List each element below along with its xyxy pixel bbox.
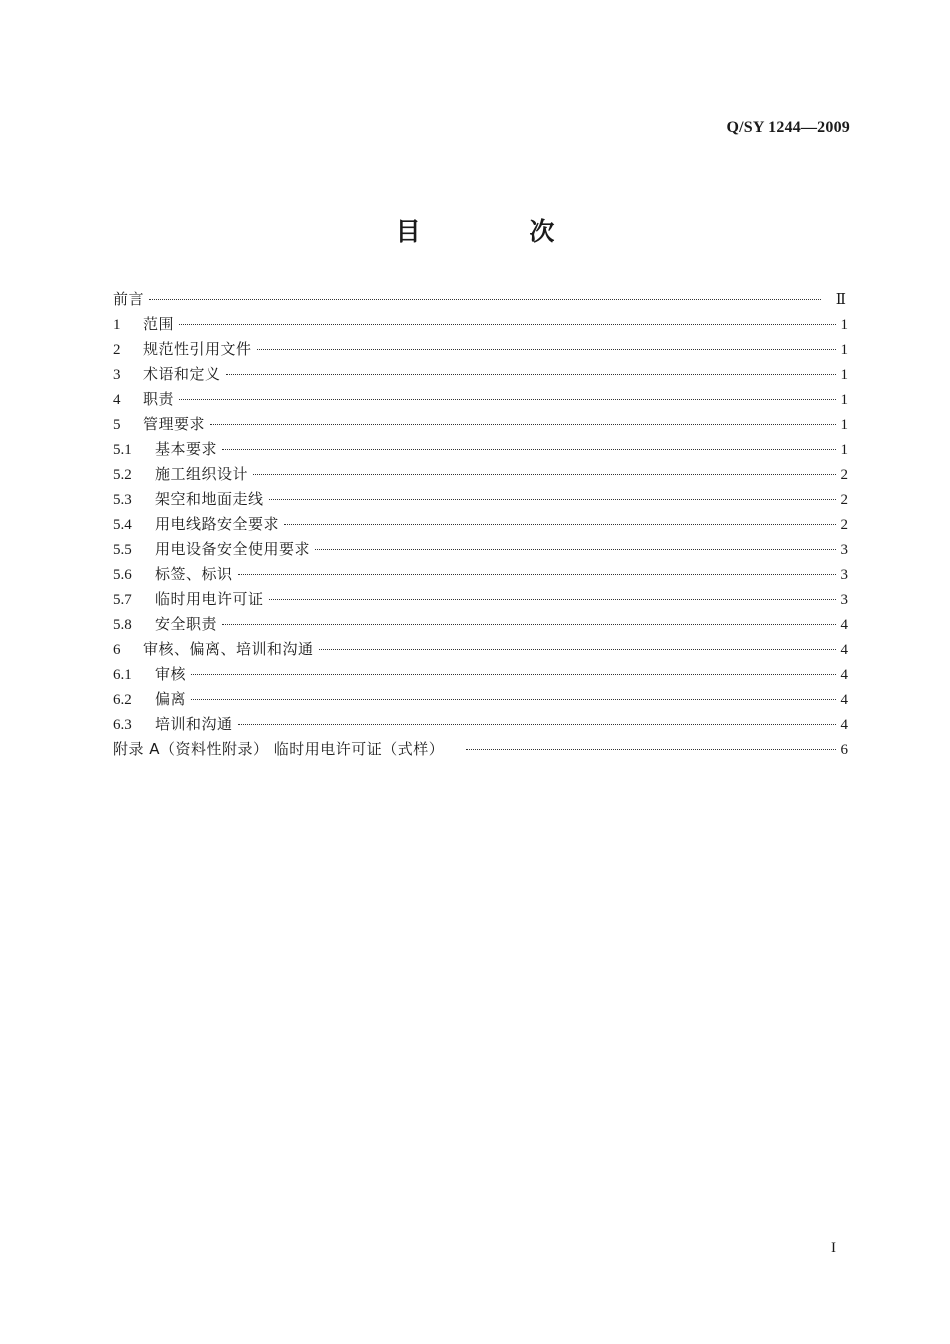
- toc-entry-page: 4: [840, 717, 848, 733]
- toc-entry[interactable]: [113, 312, 848, 337]
- toc-entry-label: 范围: [143, 315, 175, 333]
- toc-entry-number: 5.5: [113, 542, 132, 558]
- toc-entry[interactable]: [113, 637, 848, 662]
- toc-leader-dots: [257, 349, 836, 350]
- toc-leader-dots: [284, 524, 836, 525]
- toc-entry-number: 5.3: [113, 492, 132, 508]
- toc-leader-dots: [315, 549, 836, 550]
- toc-entry-number: 6: [113, 642, 121, 658]
- toc-entry-label: 培训和沟通: [155, 715, 233, 733]
- toc-entry-label: 安全职责: [155, 615, 218, 633]
- toc-entry-page: 2: [840, 517, 848, 533]
- toc-entry[interactable]: [113, 362, 848, 387]
- toc-entry-label: 基本要求: [155, 440, 218, 458]
- page-number: I: [831, 1240, 836, 1256]
- toc-leader-dots: [226, 374, 836, 375]
- toc-entry-page: 2: [840, 492, 848, 508]
- toc-leader-dots: [149, 299, 821, 300]
- toc-entry-page: 4: [840, 617, 848, 633]
- toc-entry-page: 4: [840, 692, 848, 708]
- toc-leader-dots: [238, 574, 836, 575]
- toc-entry-number: 3: [113, 367, 121, 383]
- toc-entry[interactable]: [113, 587, 848, 612]
- toc-entry-page: 4: [840, 642, 848, 658]
- toc-entry[interactable]: [113, 437, 848, 462]
- toc-entry-number: 6.3: [113, 717, 132, 733]
- toc-entry-label: 用电设备安全使用要求: [155, 540, 311, 558]
- toc-entry-number: 6.2: [113, 692, 132, 708]
- toc-entry[interactable]: [113, 612, 848, 637]
- toc-entry-label: 审核: [155, 665, 187, 683]
- toc-entry[interactable]: [113, 512, 848, 537]
- toc-entry-page: 4: [840, 667, 848, 683]
- toc-entry-number: 1: [113, 317, 121, 333]
- toc-entry-label: 规范性引用文件: [143, 340, 252, 358]
- toc-entry-label: 用电线路安全要求: [155, 515, 280, 533]
- toc-entry-number: 5.8: [113, 617, 132, 633]
- toc-entry-number: 6.1: [113, 667, 132, 683]
- toc-entry-number: 5: [113, 417, 121, 433]
- toc-leader-dots: [253, 474, 836, 475]
- toc-leader-dots: [466, 749, 836, 750]
- toc-entry[interactable]: [113, 337, 848, 362]
- toc-entry-page: Ⅱ: [835, 292, 846, 308]
- toc-leader-dots: [179, 399, 836, 400]
- toc-entry[interactable]: [113, 737, 848, 762]
- toc-entry-label: 附录 A（资料性附录） 临时用电许可证（式样）: [113, 740, 445, 758]
- toc-entry-number: 5.4: [113, 517, 132, 533]
- toc-entry-label: 术语和定义: [143, 365, 221, 383]
- toc-entry-number: 4: [113, 392, 121, 408]
- toc-entry[interactable]: [113, 712, 848, 737]
- toc-entry[interactable]: [113, 387, 848, 412]
- toc-entry-page: 3: [840, 542, 848, 558]
- toc-leader-dots: [269, 599, 836, 600]
- toc-entry[interactable]: [113, 537, 848, 562]
- standard-code: Q/SY 1244—2009: [726, 119, 850, 136]
- toc-entry-label: 架空和地面走线: [155, 490, 264, 508]
- toc-entry-page: 3: [840, 592, 848, 608]
- toc-entry-number: 5.7: [113, 592, 132, 608]
- toc-entry[interactable]: [113, 487, 848, 512]
- toc-leader-dots: [222, 624, 836, 625]
- toc-entry-page: 1: [840, 342, 848, 358]
- toc-entry-label: 施工组织设计: [155, 465, 249, 483]
- toc-leader-dots: [179, 324, 836, 325]
- toc-entry[interactable]: [113, 412, 848, 437]
- toc-entry-page: 1: [840, 317, 848, 333]
- toc-entry-label: 管理要求: [143, 415, 206, 433]
- toc-entry[interactable]: [113, 287, 848, 312]
- toc-entry-page: 3: [840, 567, 848, 583]
- toc-leader-dots: [269, 499, 836, 500]
- toc-leader-dots: [222, 449, 836, 450]
- toc-entry-label: 标签、标识: [155, 565, 233, 583]
- toc-entry-page: 1: [840, 442, 848, 458]
- toc-entry-page: 2: [840, 467, 848, 483]
- page-title: 目 次: [395, 217, 605, 246]
- toc-entry-number: 2: [113, 342, 121, 358]
- toc-leader-dots: [191, 699, 836, 700]
- toc-entry-label: 审核、偏离、培训和沟通: [143, 640, 314, 658]
- toc-entry-label: 职责: [143, 390, 175, 408]
- toc-entry-page: 1: [840, 392, 848, 408]
- toc-entry-page: 1: [840, 367, 848, 383]
- toc-leader-dots: [210, 424, 836, 425]
- toc-entry[interactable]: [113, 687, 848, 712]
- toc-entry-label: 偏离: [155, 690, 187, 708]
- toc-entry-number: 5.2: [113, 467, 132, 483]
- toc-entry-number: 5.6: [113, 567, 132, 583]
- table-of-contents: [113, 287, 848, 762]
- toc-leader-dots: [319, 649, 836, 650]
- toc-entry-label: 临时用电许可证: [155, 590, 264, 608]
- toc-entry[interactable]: [113, 462, 848, 487]
- toc-entry-page: 6: [840, 742, 848, 758]
- toc-leader-dots: [238, 724, 836, 725]
- toc-entry[interactable]: [113, 562, 848, 587]
- toc-entry-page: 1: [840, 417, 848, 433]
- toc-leader-dots: [191, 674, 836, 675]
- toc-entry-number: 5.1: [113, 442, 132, 458]
- toc-entry[interactable]: [113, 662, 848, 687]
- toc-entry-label: 前言: [113, 290, 145, 308]
